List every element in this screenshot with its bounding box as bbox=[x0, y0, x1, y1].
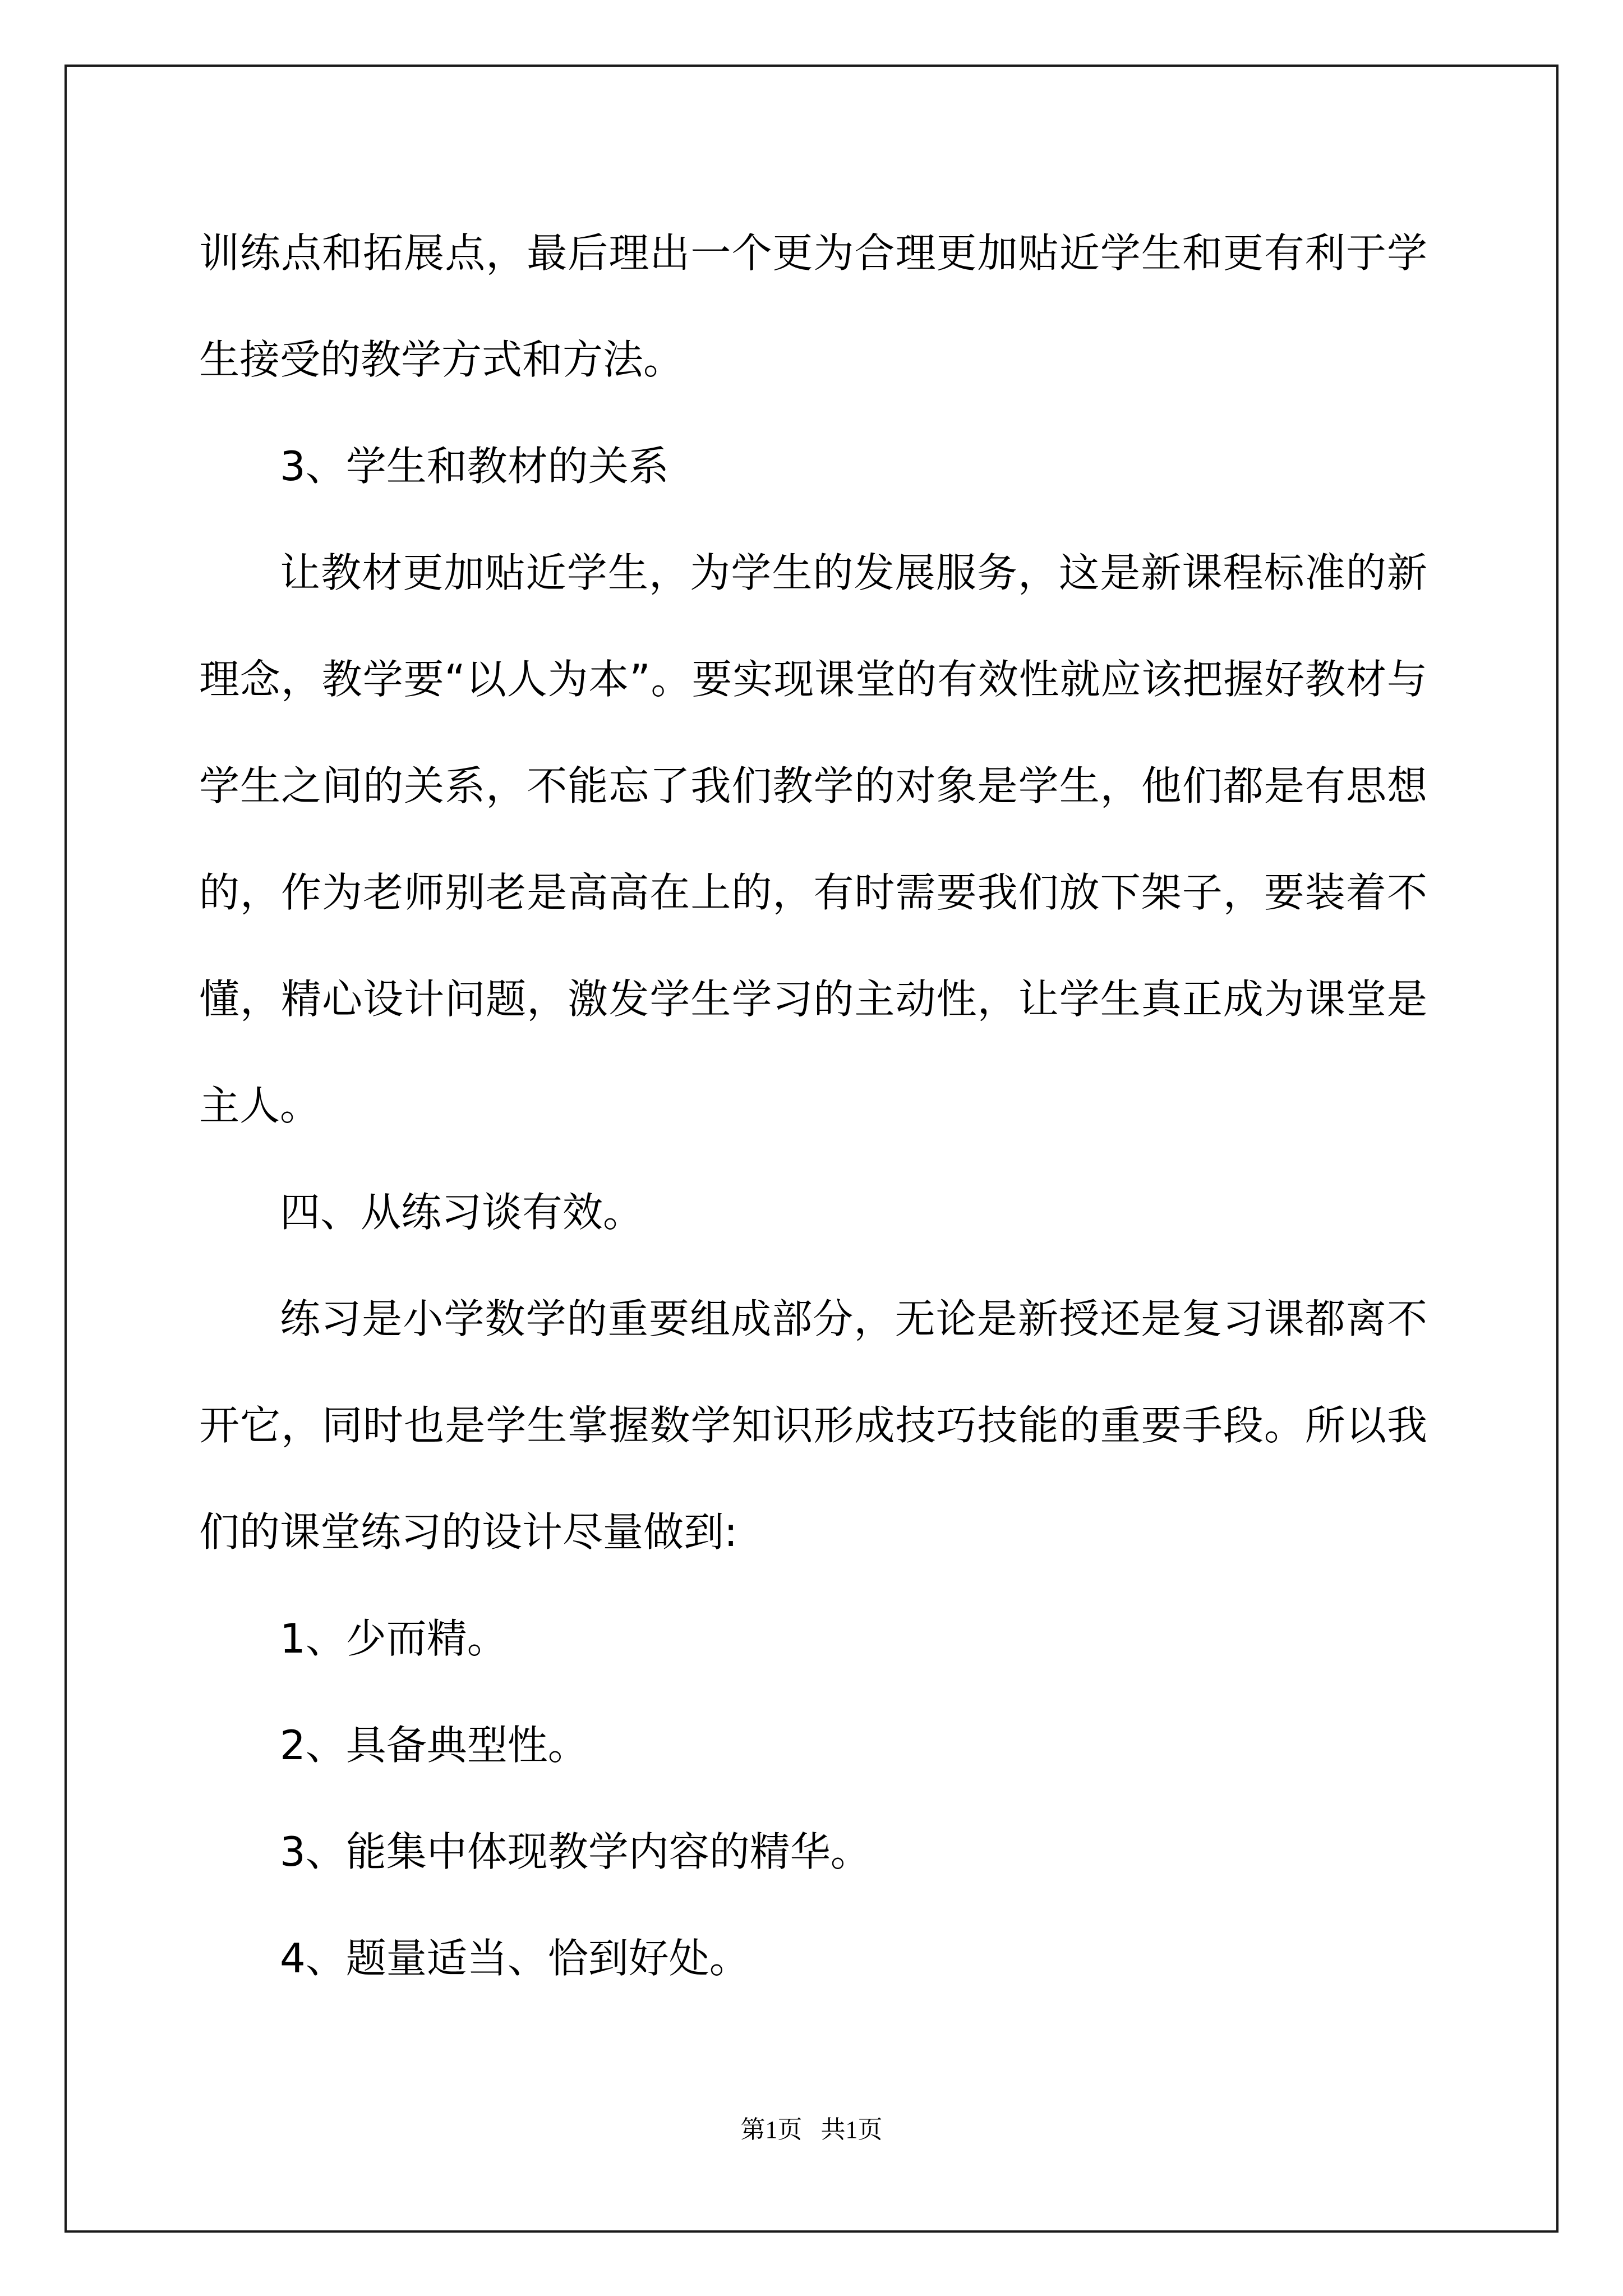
list-item-2: 2、具备典型性。 bbox=[280, 1722, 588, 1769]
page-number: 第1页 bbox=[740, 2116, 803, 2143]
paragraph-textbook-relation: 让教材更加贴近学生，为学生的发展服务，这是新课程标准的新理念，教学要“以人为本”。要实现课堂的有效性就应该把握好教材与学生之间的关系，不能忘了我们教学的对象是学生，他们都是有思想的，作为老师别老是高高在上的，有时需要我们放下架子，要装着不懂，精心设计问题，激发学生学习的主动性，让学生真正成为课堂是主人。 bbox=[199, 549, 1427, 1129]
section-heading-student-textbook: 3、学生和教材的关系 bbox=[280, 443, 669, 490]
list-item-4: 4、题量适当、恰到好处。 bbox=[280, 1935, 750, 1982]
paragraph-practice: 练习是小学数学的重要组成部分，无论是新授还是复习课都离不开它，同时也是学生掌握数学知识形成技巧技能的重要手段。所以我们的课堂练习的设计尽量做到: bbox=[199, 1295, 1427, 1556]
page-total: 共1页 bbox=[820, 2116, 883, 2143]
page-footer bbox=[0, 2109, 1623, 2145]
document-body bbox=[199, 200, 1427, 2012]
list-item-3: 3、能集中体现教学内容的精华。 bbox=[280, 1828, 871, 1875]
list-item-1: 1、少而精。 bbox=[280, 1615, 508, 1662]
section-heading-practice: 四、从练习谈有效。 bbox=[280, 1189, 644, 1236]
paragraph-continuation: 训练点和拓展点，最后理出一个更为合理更加贴近学生和更有利于学生接受的教学方式和方法。 bbox=[199, 229, 1427, 383]
